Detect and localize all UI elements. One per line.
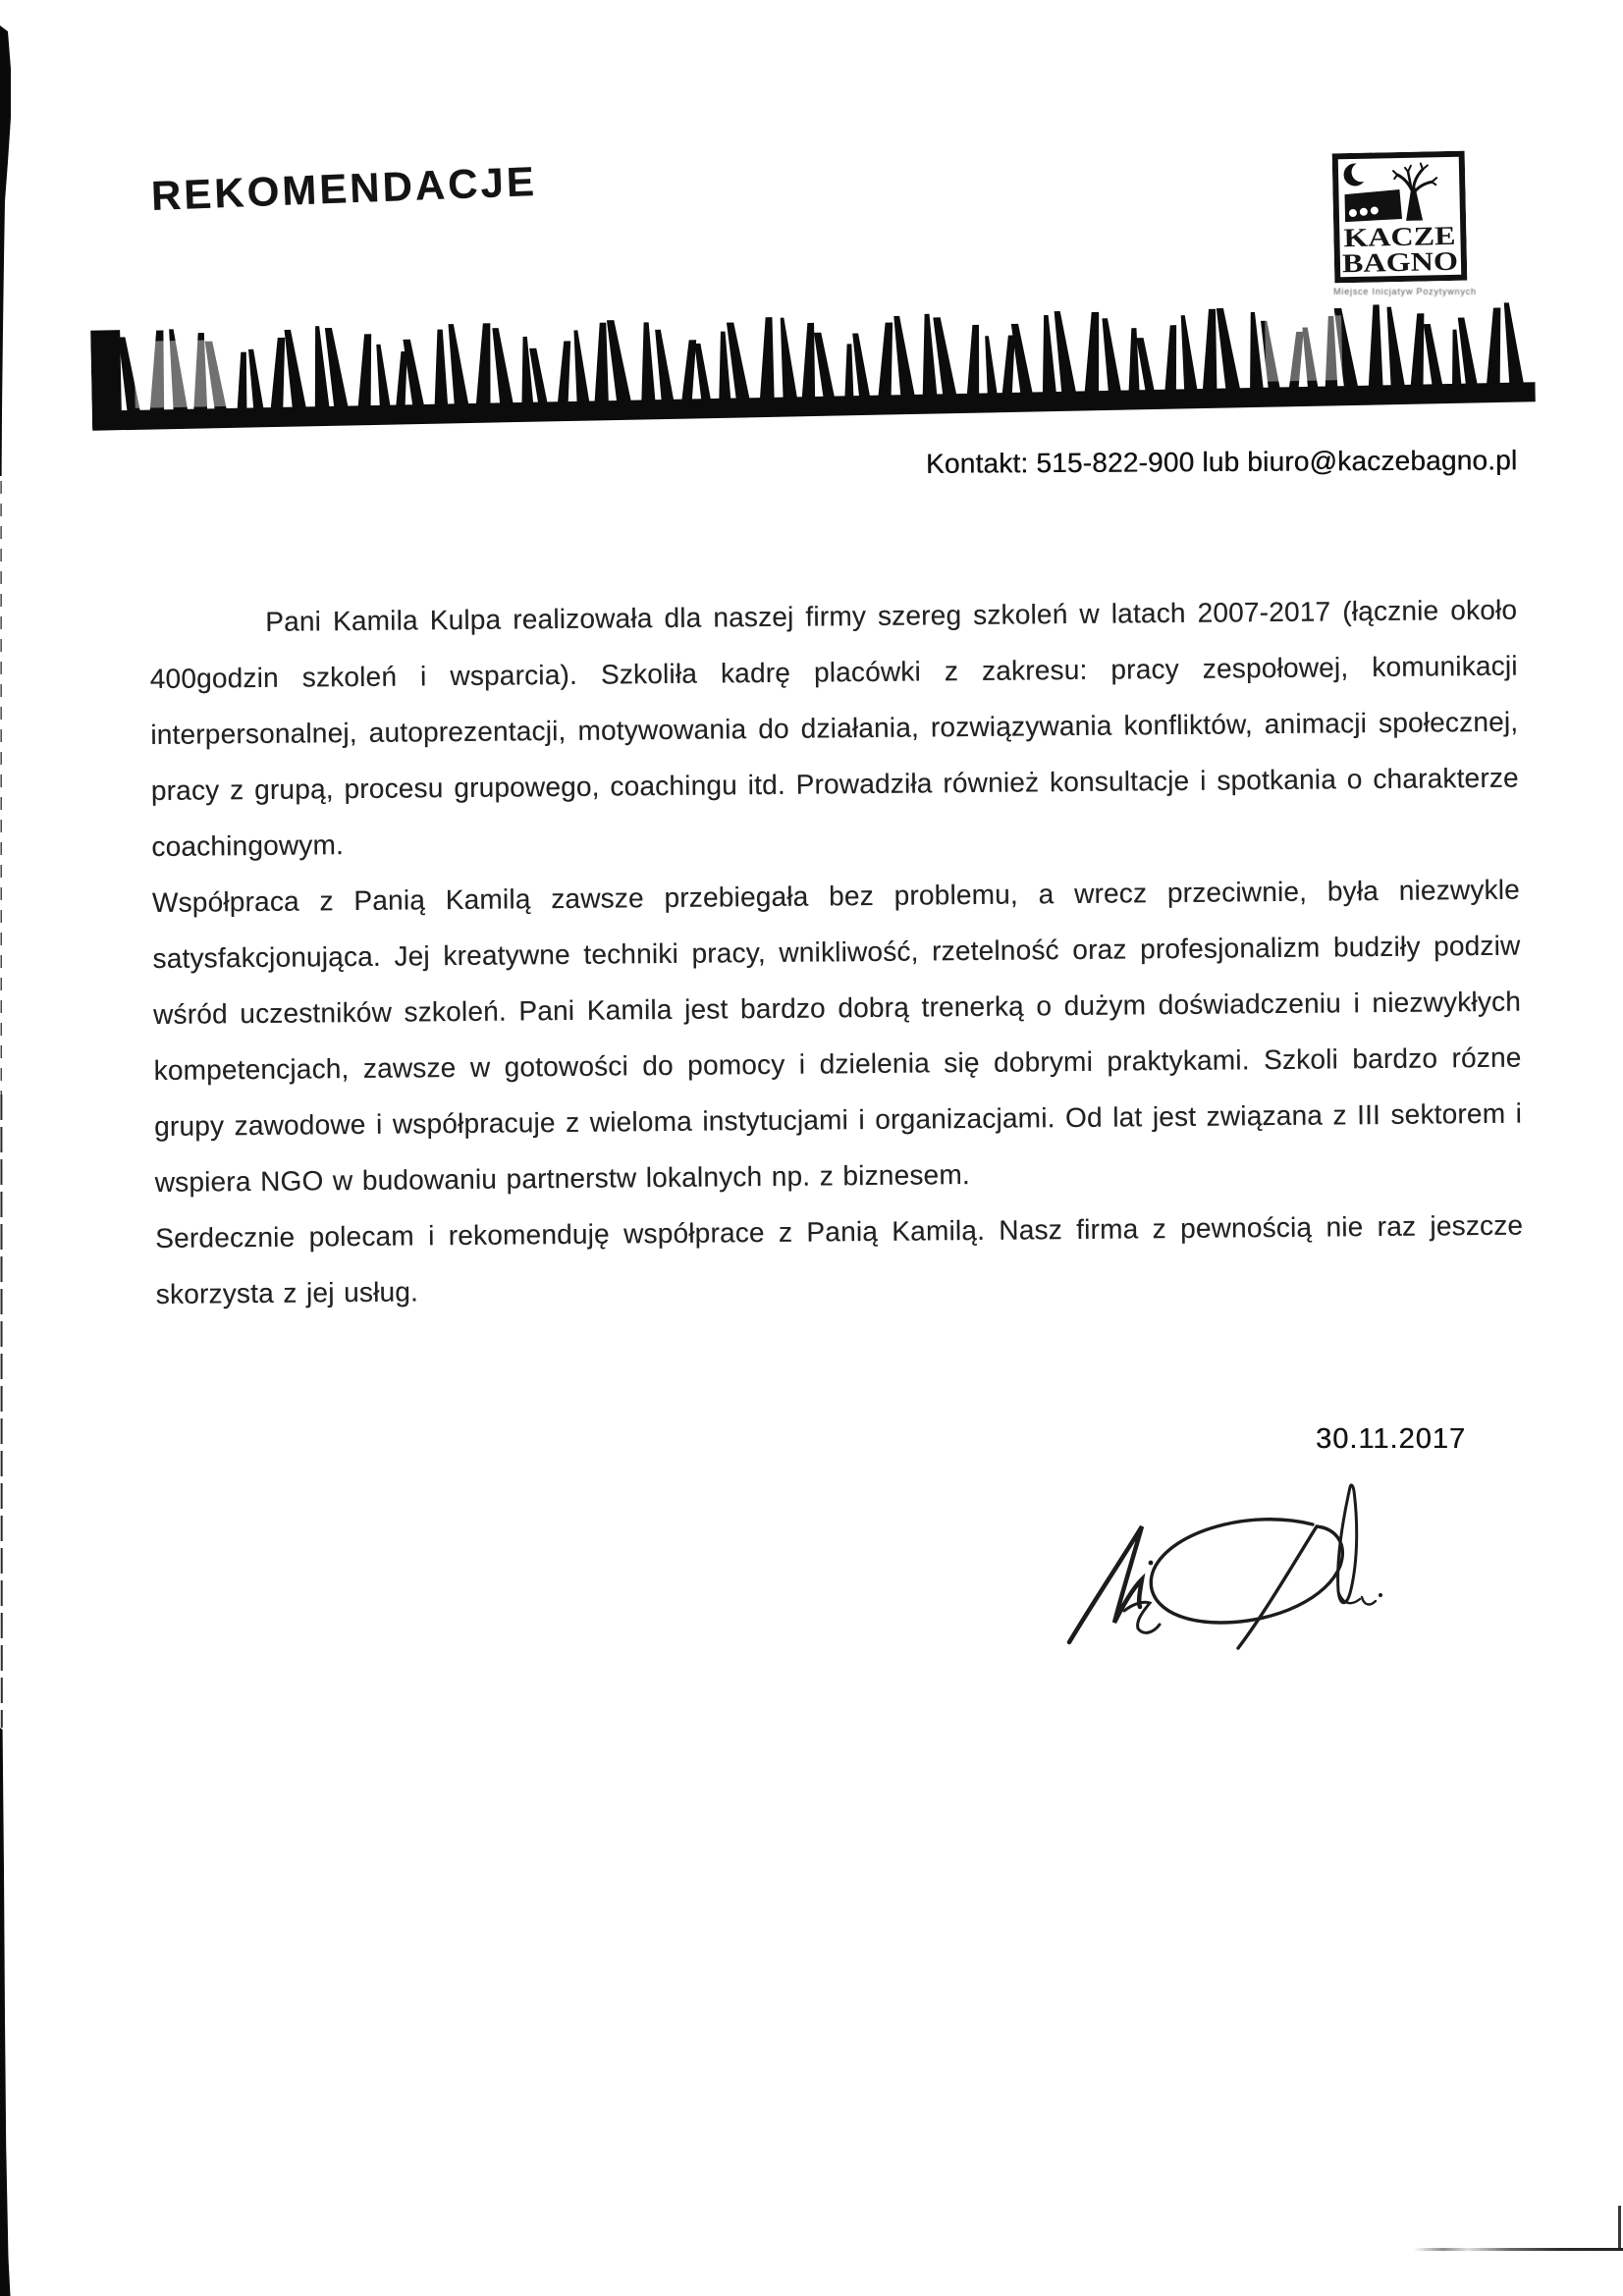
page-title: REKOMENDACJE xyxy=(150,158,538,220)
logo-tagline: Miejsce Inicjatyw Pozytywnych xyxy=(1333,287,1477,296)
document-date: 30.11.2017 xyxy=(1316,1423,1466,1455)
crescent-moon-icon xyxy=(1343,162,1371,187)
brush-stripe-decoration xyxy=(90,295,1536,434)
letter-body xyxy=(149,582,1524,1322)
logo-name-line2: BAGNO xyxy=(1341,246,1440,279)
logo-name-line1: KACZE xyxy=(1343,221,1438,253)
contact-line: Kontakt: 515-822-900 lub biuro@kaczebagno.pl xyxy=(925,445,1518,479)
scan-artifact-left xyxy=(0,0,16,2296)
paragraph-3: Serdecznie polecam i rekomenduję współprace z Panią Kamilą. Nasz firma z pewnością nie raz jeszcze skorzysta z jej usług. xyxy=(155,1209,1524,1309)
house-icon xyxy=(1344,189,1402,222)
signature xyxy=(1055,1468,1384,1664)
scan-artifact-right-vertical xyxy=(1618,2206,1621,2250)
paragraph-2: Współpraca z Panią Kamilą zawsze przebiegała bez problemu, a wrecz przeciwnie, była niezwykle satysfakcjonująca. Jej kreatywne techniki pracy, wnikliwość, rzetelność oraz profesjonalizm budziły podziw wśród uczestników szkoleń. Pani Kamila jest bardzo dobrą trenerką o dużym doświadczeniu i niezwykłych kompetencjach, zawsze w gotowości do pomocy i dzielenia się dobrymi praktykami. Szkoli bardzo rózne grupy zawodowe i współpracuje z wieloma instytucjami i organizacjami. Od lat jest związana z III sektorem i wspiera NGO w budowaniu partnerstw lokalnych np. z biznesem. xyxy=(151,874,1523,1198)
kacze-bagno-logo xyxy=(1332,151,1468,284)
scan-artifact-bottom-horizontal xyxy=(1414,2248,1623,2251)
paragraph-1: Pani Kamila Kulpa realizowała dla naszej firmy szereg szkoleń w latach 2007-2017 (łącznie około 400godzin szkoleń i wsparcia). Szkoliła kadrę placówki z zakresu: pracy zespołowej, komunikacji interpersonalnej, autoprezentacji, motywowania do działania, rozwiązywania konfliktów, animacji społecznej, pracy z grupą, procesu grupowego, coachingu itd. Prowadziła również konsultacje i spotkania o charakterze coachingowym. xyxy=(149,594,1519,862)
